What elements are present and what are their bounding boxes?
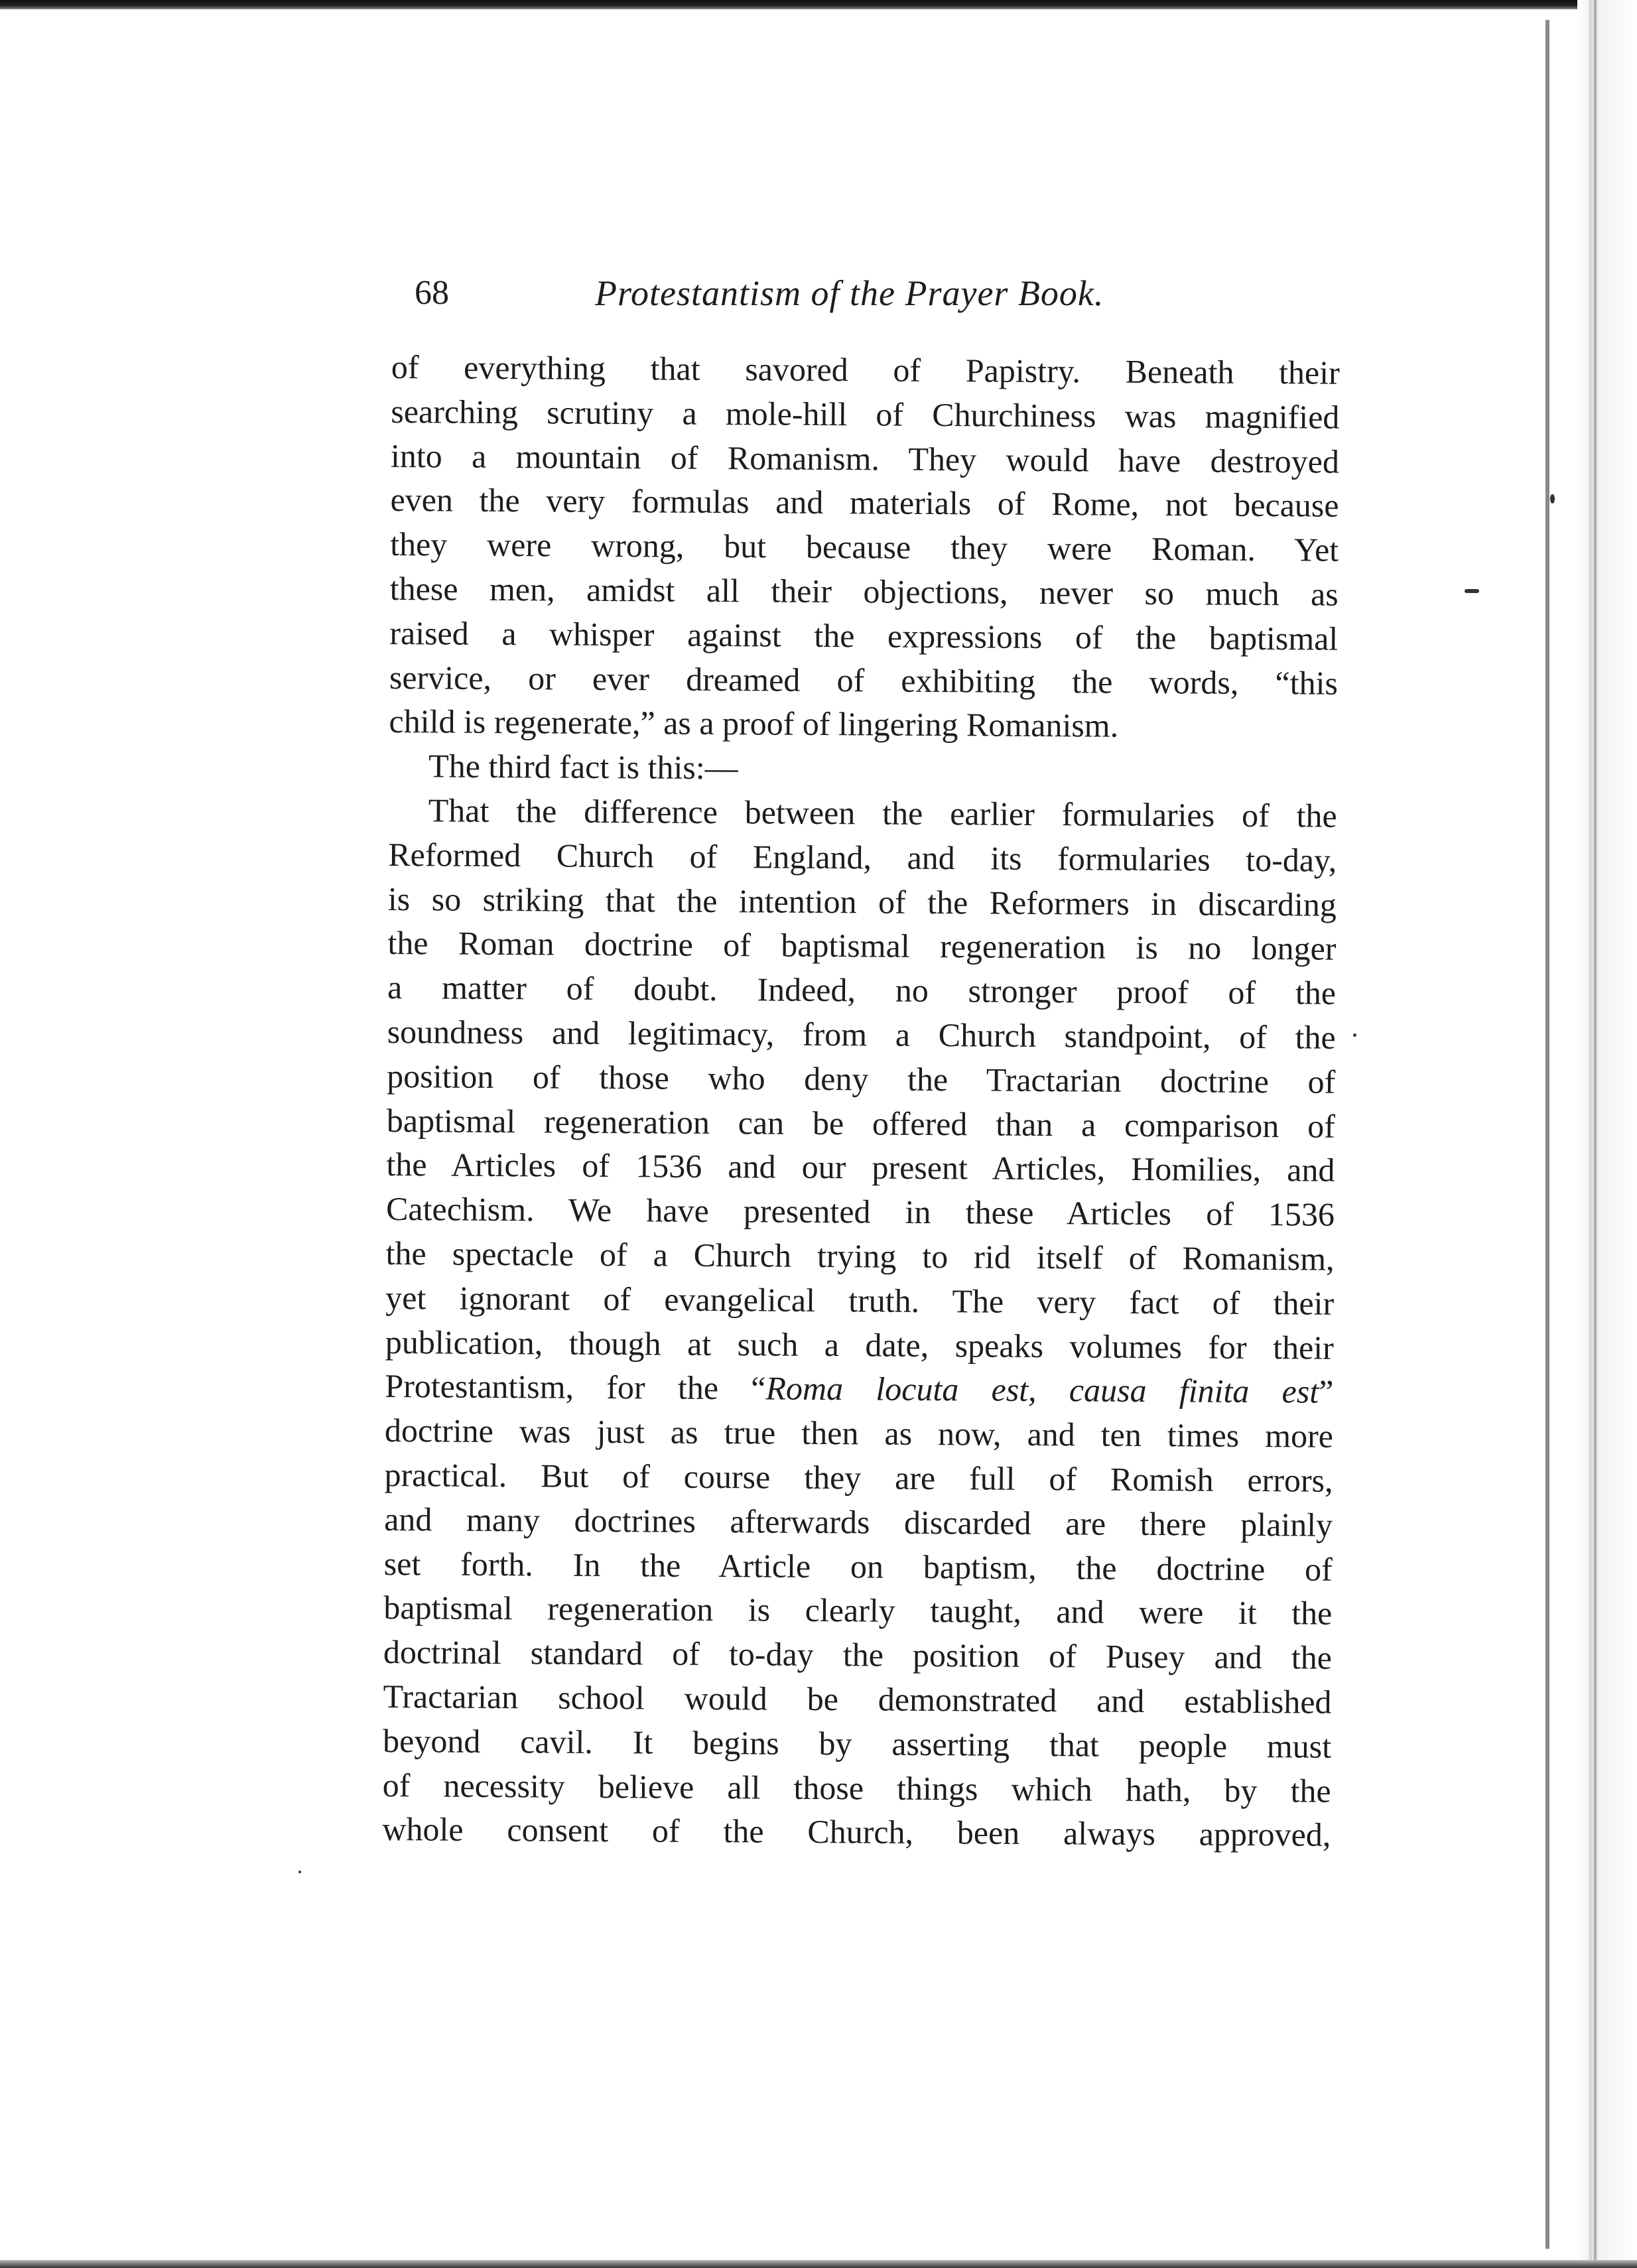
- text-line: they were wrong, but because they were Roman. Yet: [389, 525, 1339, 568]
- scan-speck: [298, 1871, 301, 1873]
- text-line-lead: Protestantism, for the “: [385, 1367, 766, 1407]
- text-line: is so striking that the intention of the Reformers in discarding: [387, 880, 1337, 923]
- text-line: a matter of doubt. Indeed, no stronger proof of the: [387, 968, 1337, 1012]
- scan-page-edge-line: [1545, 20, 1549, 2249]
- scan-speck: [1353, 1034, 1356, 1037]
- latin-close-quote: ”: [1319, 1372, 1334, 1411]
- text-line: doctrinal standard of to-day the position of Pusey and the: [383, 1633, 1333, 1676]
- text-line: Catechism. We have presented in these Articles of 1536: [385, 1190, 1335, 1233]
- text-line: baptismal regeneration is clearly taught, and were it the: [383, 1589, 1333, 1633]
- text-line: baptismal regeneration can be offered than a comparison of: [386, 1101, 1336, 1145]
- text-line: even the very formulas and materials of Rome, not because: [390, 481, 1339, 525]
- text-line: of everything that savored of Papistry. Beneath their: [391, 348, 1340, 391]
- text-line: these men, amidst all their objections, never so much as: [389, 569, 1339, 613]
- text-line: the Roman doctrine of baptismal regeneration is no longer: [387, 924, 1337, 968]
- text-line: into a mountain of Romanism. They would have destroyed: [390, 436, 1340, 480]
- text-line: That the difference between the earlier formularies of the: [428, 791, 1337, 834]
- text-line: whole consent of the Church, been always approved,: [382, 1810, 1331, 1853]
- text-line: Tractarian school would be demonstrated and established: [383, 1677, 1332, 1721]
- text-line: and many doctrines afterwards discarded are there plainly: [384, 1500, 1333, 1544]
- body-text: [382, 345, 1340, 1857]
- latin-phrase: Roma locuta est, causa finita est: [765, 1369, 1319, 1410]
- text-line: raised a whisper against the expressions of the baptismal: [389, 614, 1339, 657]
- scan-right-edge: [1577, 0, 1637, 2268]
- text-line: yet ignorant of evangelical truth. The very fact of their: [385, 1278, 1335, 1322]
- text-line: Reformed Church of England, and its formularies to-day,: [388, 835, 1337, 879]
- text-line: beyond cavil. It begins by asserting that people must: [382, 1721, 1332, 1765]
- scan-speck: [1465, 589, 1479, 593]
- text-line: set forth. In the Article on baptism, the doctrine of: [383, 1544, 1333, 1588]
- text-line: publication, though at such a date, speaks volumes for their: [385, 1323, 1334, 1367]
- text-line: child is regenerate,” as a proof of lingering Romanism.: [389, 702, 1119, 745]
- text-line: service, or ever dreamed of exhibiting the words, “this: [389, 658, 1339, 702]
- scan-bottom-edge: [0, 2260, 1637, 2268]
- text-line: searching scrutiny a mole-hill of Churchiness was magnified: [391, 392, 1340, 436]
- running-head: [415, 267, 1161, 320]
- scan-speck: [1550, 494, 1555, 503]
- running-title: Protestantism of the Prayer Book.: [595, 273, 1104, 313]
- text-line: the Articles of 1536 and our present Articles, Homilies, and: [386, 1146, 1335, 1189]
- text-line: doctrine was just as true then as now, and ten times more: [384, 1412, 1334, 1455]
- text-line-latin: [385, 1364, 1333, 1414]
- text-line: position of those who deny the Tractarian doctrine of: [387, 1057, 1336, 1101]
- text-line: The third fact is this:—: [428, 747, 738, 787]
- text-line: soundness and legitimacy, from a Church standpoint, of the: [387, 1012, 1336, 1056]
- text-line: the spectacle of a Church trying to rid itself of Romanism,: [385, 1234, 1335, 1278]
- text-line: of necessity believe all those things which hath, by the: [382, 1766, 1331, 1810]
- scan-top-edge: [0, 0, 1637, 9]
- page-number: 68: [415, 274, 449, 312]
- text-line: practical. But of course they are full of Romish errors,: [384, 1455, 1333, 1499]
